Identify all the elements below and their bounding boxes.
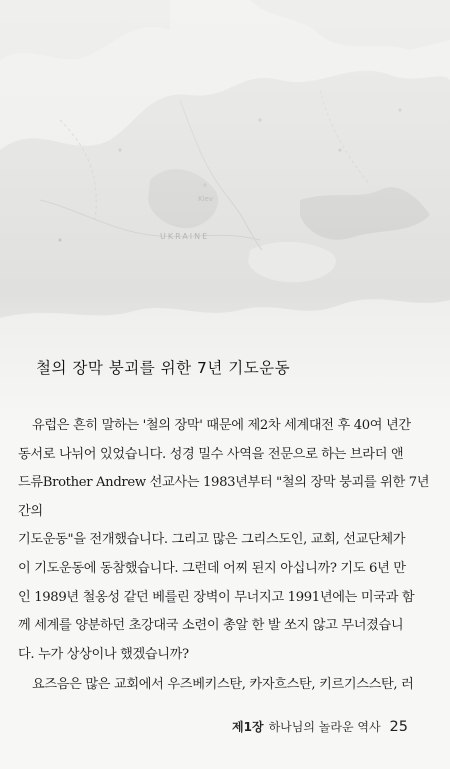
body-line: 동서로 나뉘어 있었습니다. 성경 밀수 사역을 전문으로 하는 브라더 앤 <box>18 446 404 462</box>
body-line: 요즈음은 많은 교회에서 우즈베키스탄, 카자흐스탄, 키르기스스탄, 러 <box>32 677 414 693</box>
body-line: 께 세계를 양분하던 초강대국 소련이 총알 한 발 쏘지 않고 무너졌습니 <box>18 618 404 634</box>
body-line: 유럽은 흔히 말하는 '철의 장막' 때문에 제2차 세계대전 후 40여 년간 <box>32 418 411 433</box>
body-line: 기도운동"을 전개했습니다. 그리고 많은 그리스도인, 교회, 선교단체가 <box>18 532 406 548</box>
map-label-ukraine: UKRAINE <box>160 232 210 241</box>
body-line: 인 1989년 철옹성 같던 베를린 장벽이 무너지고 1991년에는 미국과 함 <box>18 589 415 605</box>
section-heading: 철의 장막 붕괴를 위한 7년 기도운동 <box>36 359 291 377</box>
page-footer <box>232 718 408 735</box>
body-line: 다. 누가 상상이나 했겠습니까? <box>18 646 189 662</box>
map-label-kiev: Kiev <box>198 195 213 203</box>
body-line: 드류Brother Andrew 선교사는 1983년부터 "철의 장막 붕괴를 위한 7년간의 <box>18 475 430 519</box>
page-number: 25 <box>389 719 408 735</box>
chapter-title: 하나님의 놀라운 역사 <box>268 720 381 734</box>
chapter-label: 제1장 <box>232 720 264 734</box>
body-line: 이 기도운동에 동참했습니다. 그런데 어찌 된지 아십니까? 기도 6년 만 <box>18 560 406 576</box>
body-paragraphs <box>18 412 436 700</box>
